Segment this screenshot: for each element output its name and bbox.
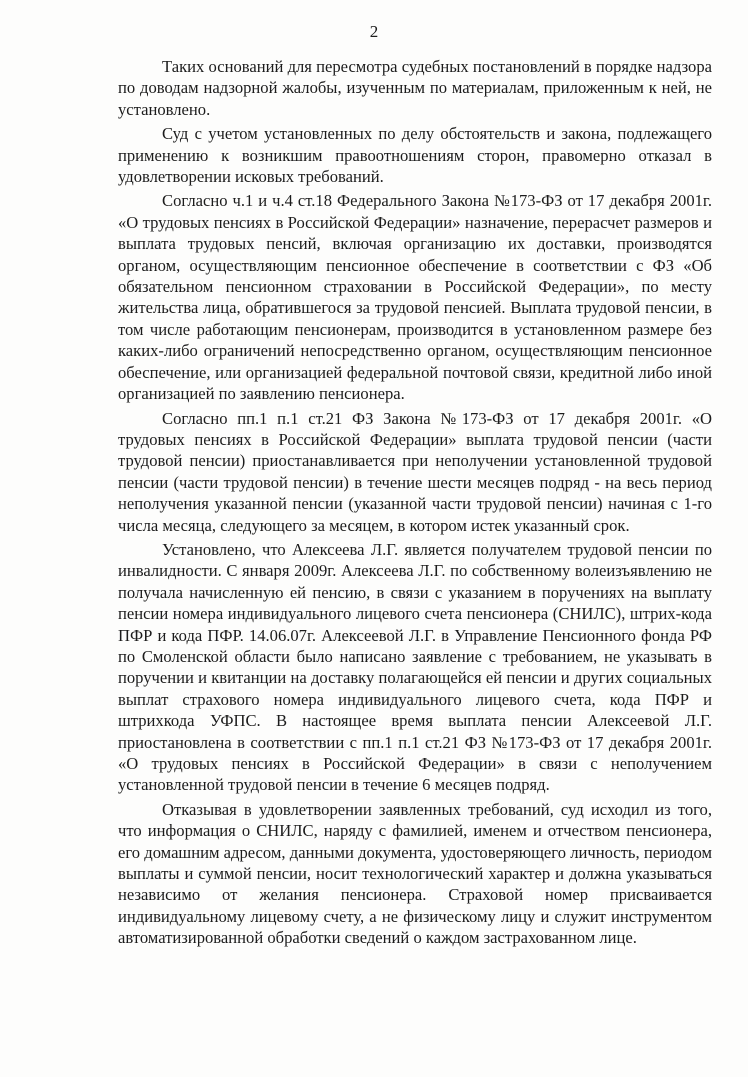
paragraph-article-21: Согласно пп.1 п.1 ст.21 ФЗ Закона №173-ФЗ от 17 декабря 2001г. «О трудовых пенсиях в Российской Федерации» выплата трудовой пенсии (части трудовой пенсии) приостанавливается при неполучении установленной трудовой пенсии (части трудовой пенсии) в течение шести месяцев подряд - на весь период неполучения указанной пенсии (указанной части трудовой пенсии) начиная с 1-го числа месяца, следующего за месяцем, в котором истек указанный срок.: [118, 408, 712, 535]
page-number: 2: [369, 22, 379, 41]
paragraph-court-reasoning: Отказывая в удовлетворении заявленных требований, суд исходил из того, что информация о СНИЛС, наряду с фамилией, именем и отчеством пенсионера, его домашним адресом, данными документа, удостоверяющего личность, периодом выплаты и суммой пенсии, носит технологический характер и должна указываться независимо от желания пенсионера. Страховой номер присваивается индивидуальному лицевому счету, а не физическому лицу и служит инструментом автоматизированной обработки сведений о каждом застрахованном лице.: [118, 799, 712, 948]
document-body: [118, 56, 712, 949]
paragraph-article-18: Согласно ч.1 и ч.4 ст.18 Федерального Закона №173-ФЗ от 17 декабря 2001г. «О трудовых пенсиях в Российской Федерации» назначение, перерасчет размеров и выплата трудовых пенсий, включая организацию их доставки, производятся органом, осуществляющим пенсионное обеспечение в соответствии с ФЗ «Об обязательном пенсионном страховании в Российской Федерации», по месту жительства лица, обратившегося за трудовой пенсией. Выплата трудовой пенсии, в том числе работающим пенсионерам, производится в установленном размере без каких-либо ограничений непосредственно органом, осуществляющим пенсионное обеспечение, или организацией федеральной почтовой связи, кредитной либо иной организацией по заявлению пенсионера.: [118, 191, 712, 404]
paragraph-established-facts: Установлено, что Алексеева Л.Г. является получателем трудовой пенсии по инвалидности. С января 2009г. Алексеева Л.Г. по собственному волеизъявлению не получала начисленную ей пенсию, в связи с указанием в поручениях на выплату пенсии номера индивидуального лицевого счета пенсионера (СНИЛС), штрих-кода ПФР и кода ПФР. 14.06.07г. Алексеевой Л.Г. в Управление Пенсионного фонда РФ по Смоленской области было написано заявление с требованием, не указывать в поручении и квитанции на доставку полагающейся ей пенсии и других социальных выплат страхового номера индивидуального лицевого счета, кода ПФР и штрихкода УФПС. В настоящее время выплата пенсии Алексеевой Л.Г. приостановлена в соответствии с пп.1 п.1 ст.21 ФЗ №173-ФЗ от 17 декабря 2001г. «О трудовых пенсиях в Российской Федерации» в связи с неполучением установленной трудовой пенсии в течение 6 месяцев подряд.: [118, 539, 712, 795]
paragraph-grounds-not-established: Таких оснований для пересмотра судебных постановлений в порядке надзора по доводам надзорной жалобы, изученным по материалам, приложенным к ней, не установлено.: [118, 57, 712, 119]
paragraph-court-refusal: Суд с учетом установленных по делу обстоятельств и закона, подлежащего применению к возникшим правоотношениям сторон, правомерно отказал в удовлетворении исковых требований.: [118, 124, 712, 187]
